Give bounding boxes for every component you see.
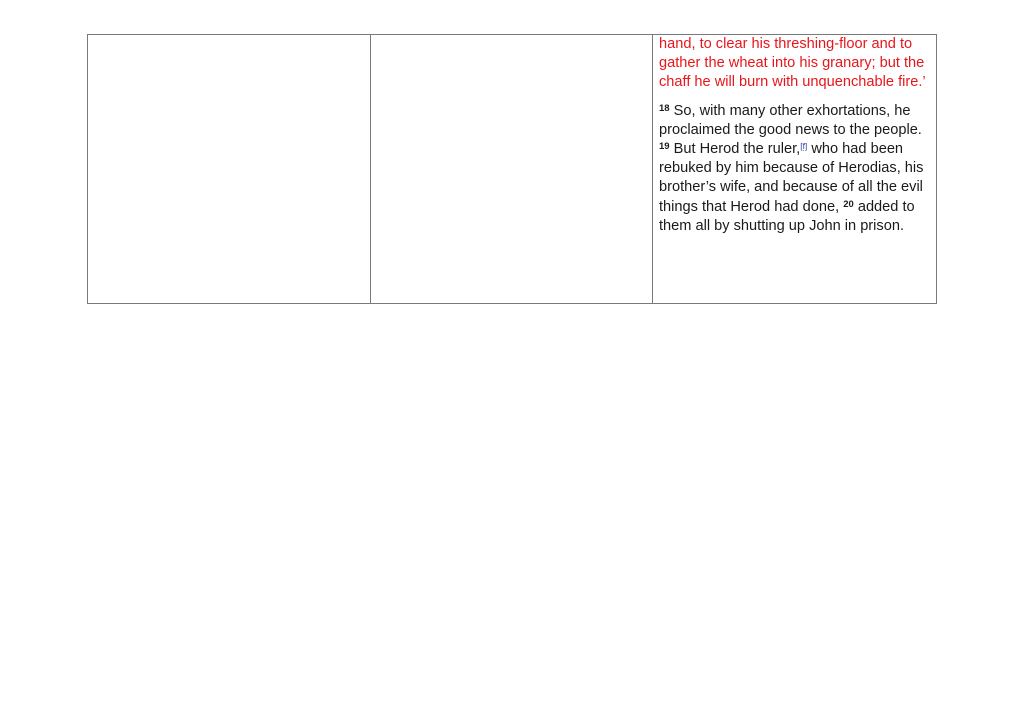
verse-19-text-end: who had been rebuked by him because of Herodias, his brother’s wife, and because of all the evil things that Herod had done, — [659, 141, 924, 215]
table-row — [88, 35, 937, 304]
table-cell-column-1 — [88, 35, 371, 304]
table-cell-column-2 — [371, 35, 653, 304]
footnote-link[interactable]: [f] — [800, 141, 808, 152]
verse-number-20: 20 — [843, 198, 854, 210]
verses-paragraph — [659, 102, 931, 236]
comparison-table — [87, 34, 937, 304]
verse-18-text: So, with many other exhortations, he proclaimed the good news to the people. — [659, 102, 922, 138]
red-quote-paragraph: hand, to clear his threshing-floor and to gather the wheat into his granary; but the chaff he will burn with unquenchable fire.’ — [659, 36, 926, 91]
verse-number-18: 18 — [659, 102, 670, 114]
column-3-text — [653, 35, 936, 236]
verse-20-text: added to them all by shutting up John in prison. — [659, 198, 915, 234]
table-cell-column-3 — [653, 35, 937, 304]
verse-number-19: 19 — [659, 141, 670, 153]
verse-19-text-start: But Herod the ruler, — [673, 141, 801, 158]
